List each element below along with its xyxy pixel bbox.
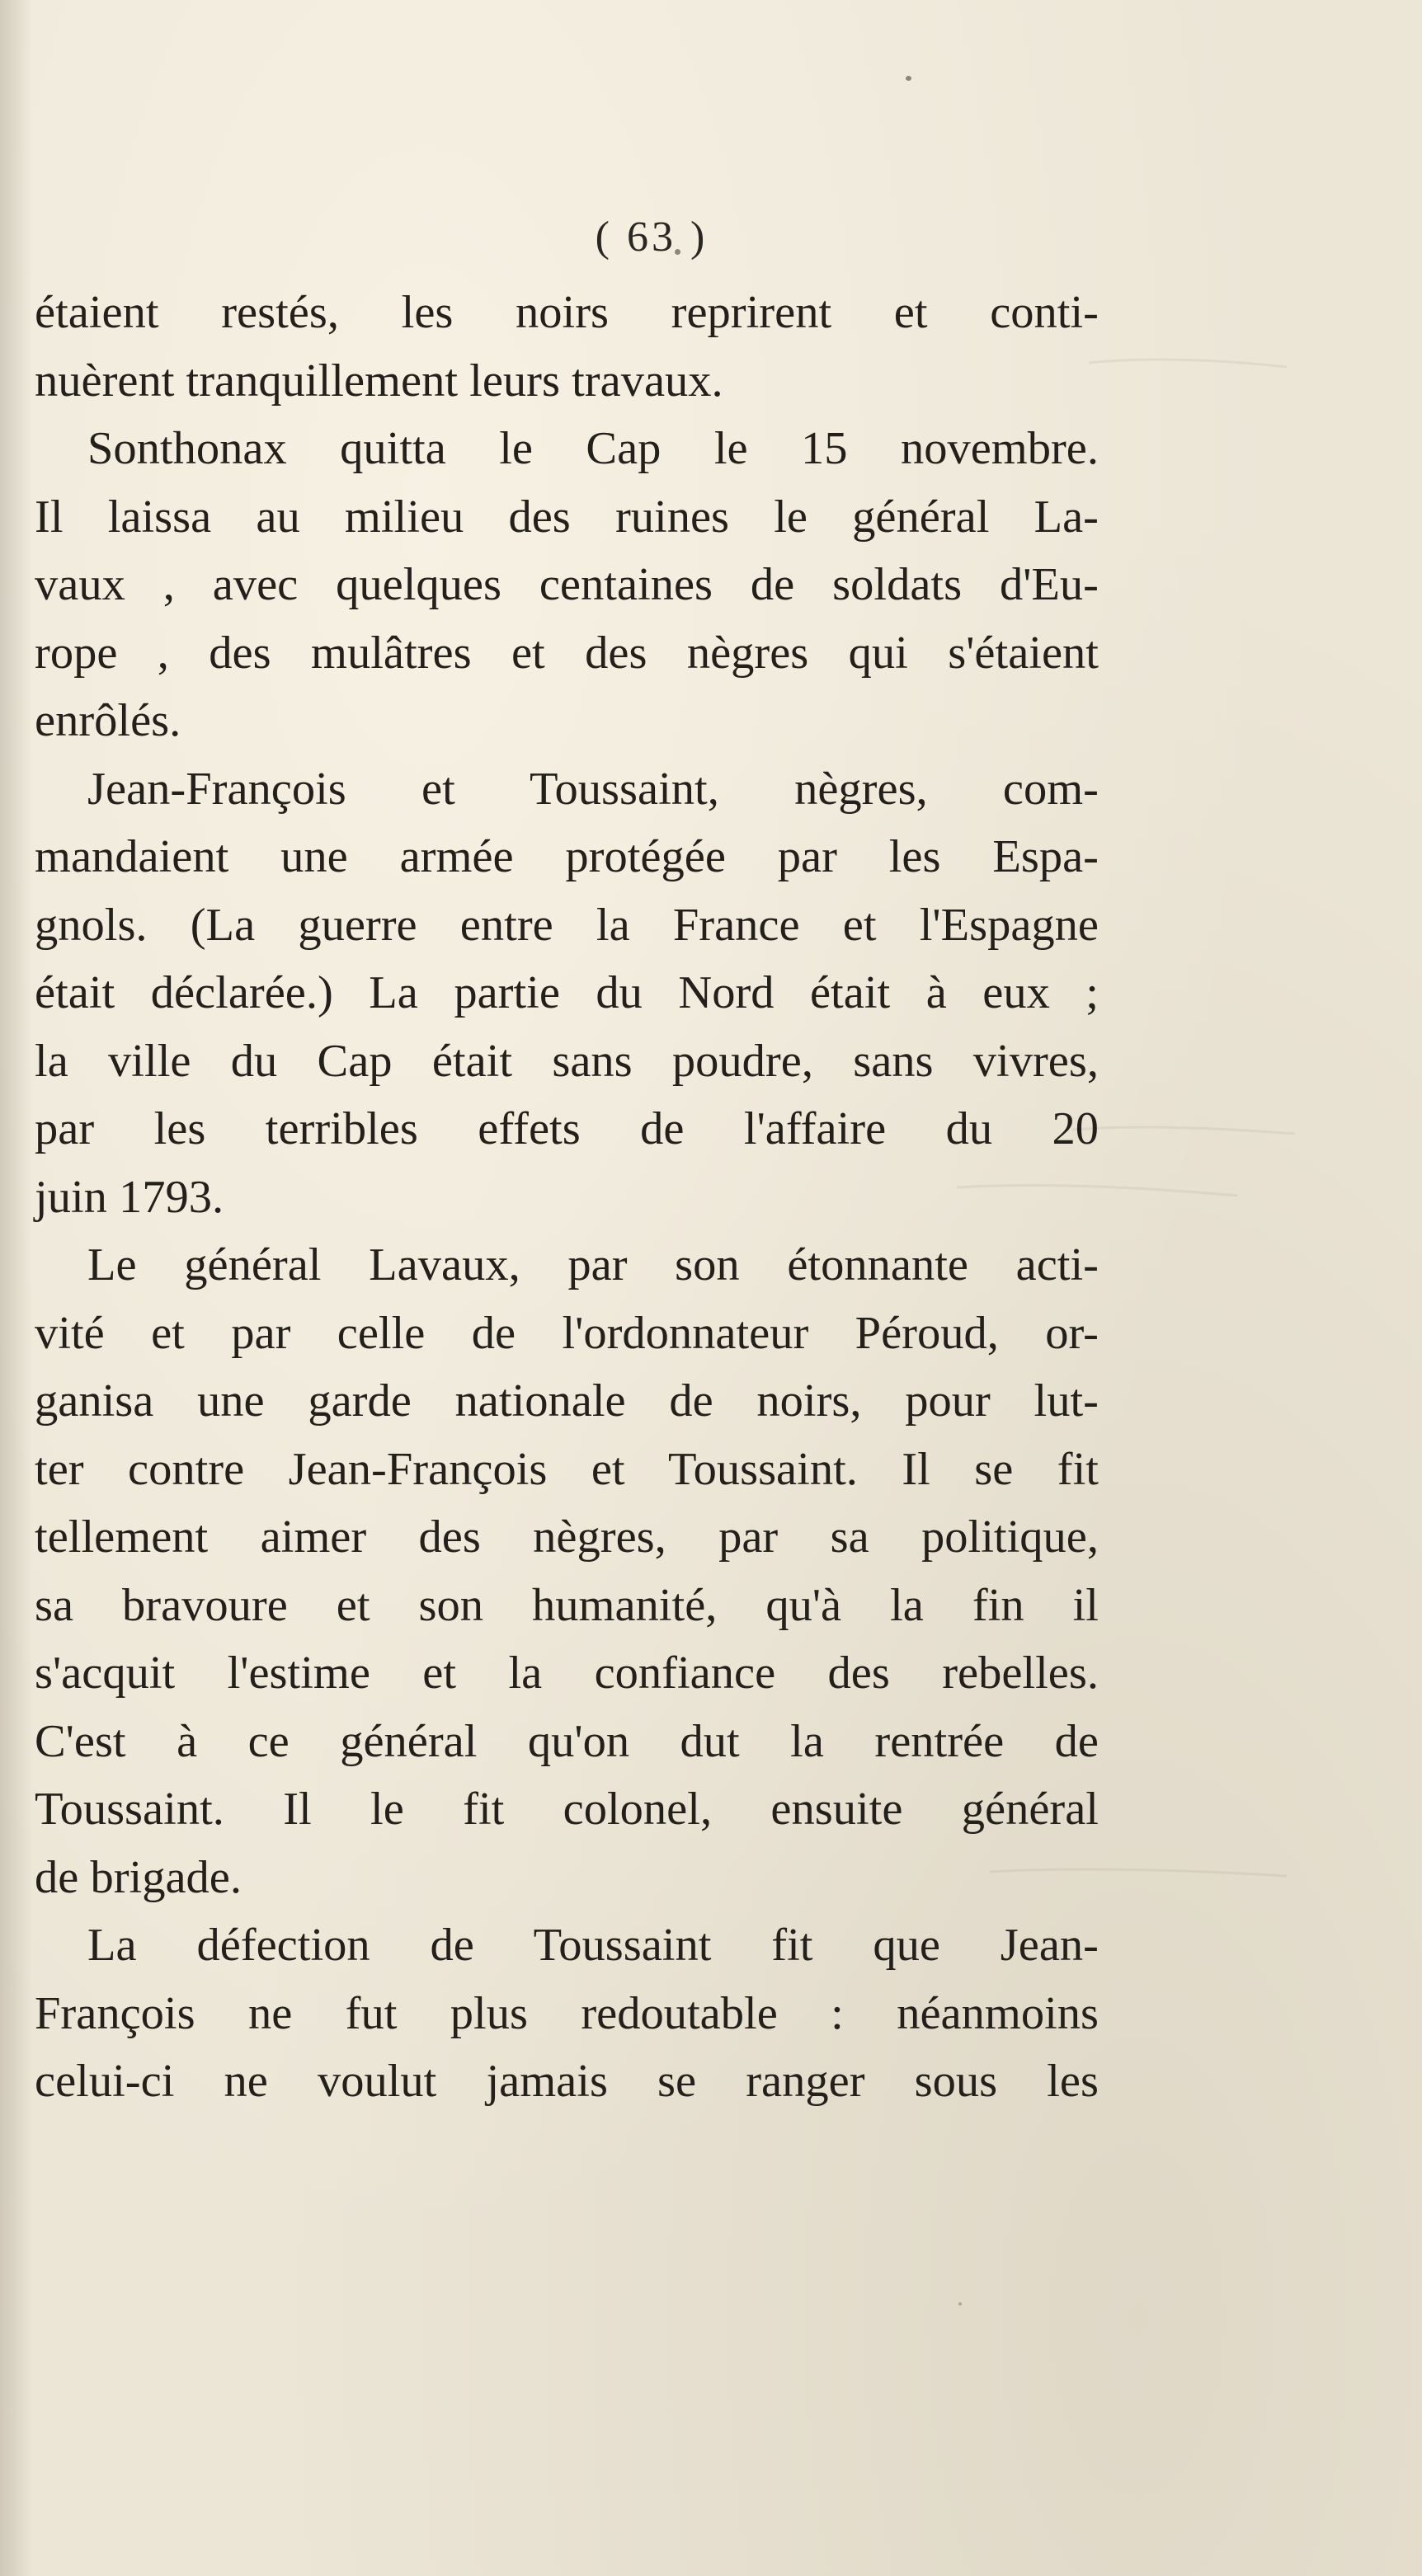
text-line: sa bravoure et son humanité, qu'à la fin il bbox=[35, 1579, 1099, 1631]
text-line: étaient restés, les noirs reprirent et conti- bbox=[35, 287, 1099, 338]
text-line: vité et par celle de l'ordonnateur Péroud, or- bbox=[35, 1307, 1099, 1359]
ink-speck bbox=[906, 76, 911, 81]
text-line: s'acquit l'estime et la confiance des rebelles. bbox=[35, 1648, 1099, 1699]
text-line: La défection de Toussaint fit que Jean- bbox=[87, 1920, 1099, 1971]
text-line: Le général Lavaux, par son étonnante acti- bbox=[87, 1239, 1099, 1290]
text-line: tellement aimer des nègres, par sa politique, bbox=[35, 1511, 1099, 1563]
text-line: ganisa une garde nationale de noirs, pour lut- bbox=[35, 1375, 1099, 1427]
text-line: enrôlés. bbox=[35, 695, 181, 746]
page-number: ( 63 ) bbox=[595, 214, 709, 261]
text-line: juin 1793. bbox=[35, 1171, 224, 1223]
text-line: nuèrent tranquillement leurs travaux. bbox=[35, 355, 723, 407]
text-line: ter contre Jean-François et Toussaint. Il se fit bbox=[35, 1443, 1099, 1495]
body-text bbox=[35, 279, 1099, 2116]
page-edge-shadow bbox=[0, 0, 33, 2576]
text-line: mandaient une armée protégée par les Espa- bbox=[35, 831, 1099, 882]
text-line: celui-ci ne voulut jamais se ranger sous les bbox=[35, 2056, 1099, 2107]
text-line: de brigade. bbox=[35, 1851, 242, 1903]
text-line: gnols. (La guerre entre la France et l'Espagne bbox=[35, 899, 1099, 951]
text-line: par les terribles effets de l'affaire du 20 bbox=[35, 1103, 1099, 1154]
text-line: la ville du Cap était sans poudre, sans vivres, bbox=[35, 1035, 1099, 1087]
text-line: François ne fut plus redoutable : néanmoins bbox=[35, 1987, 1099, 2039]
text-line: C'est à ce général qu'on dut la rentrée de bbox=[35, 1715, 1099, 1767]
text-line: vaux , avec quelques centaines de soldats d'Eu- bbox=[35, 559, 1099, 610]
text-line: était déclarée.) La partie du Nord était à eux ; bbox=[35, 967, 1099, 1018]
text-line: Jean-François et Toussaint, nègres, com- bbox=[87, 763, 1099, 815]
ink-speck bbox=[958, 2302, 962, 2306]
text-line: Il laissa au milieu des ruines le général La- bbox=[35, 491, 1099, 543]
text-line: Toussaint. Il le fit colonel, ensuite général bbox=[35, 1784, 1099, 1835]
text-line: Sonthonax quitta le Cap le 15 novembre. bbox=[87, 423, 1099, 474]
text-line: rope , des mulâtres et des nègres qui s'étaient bbox=[35, 627, 1099, 679]
